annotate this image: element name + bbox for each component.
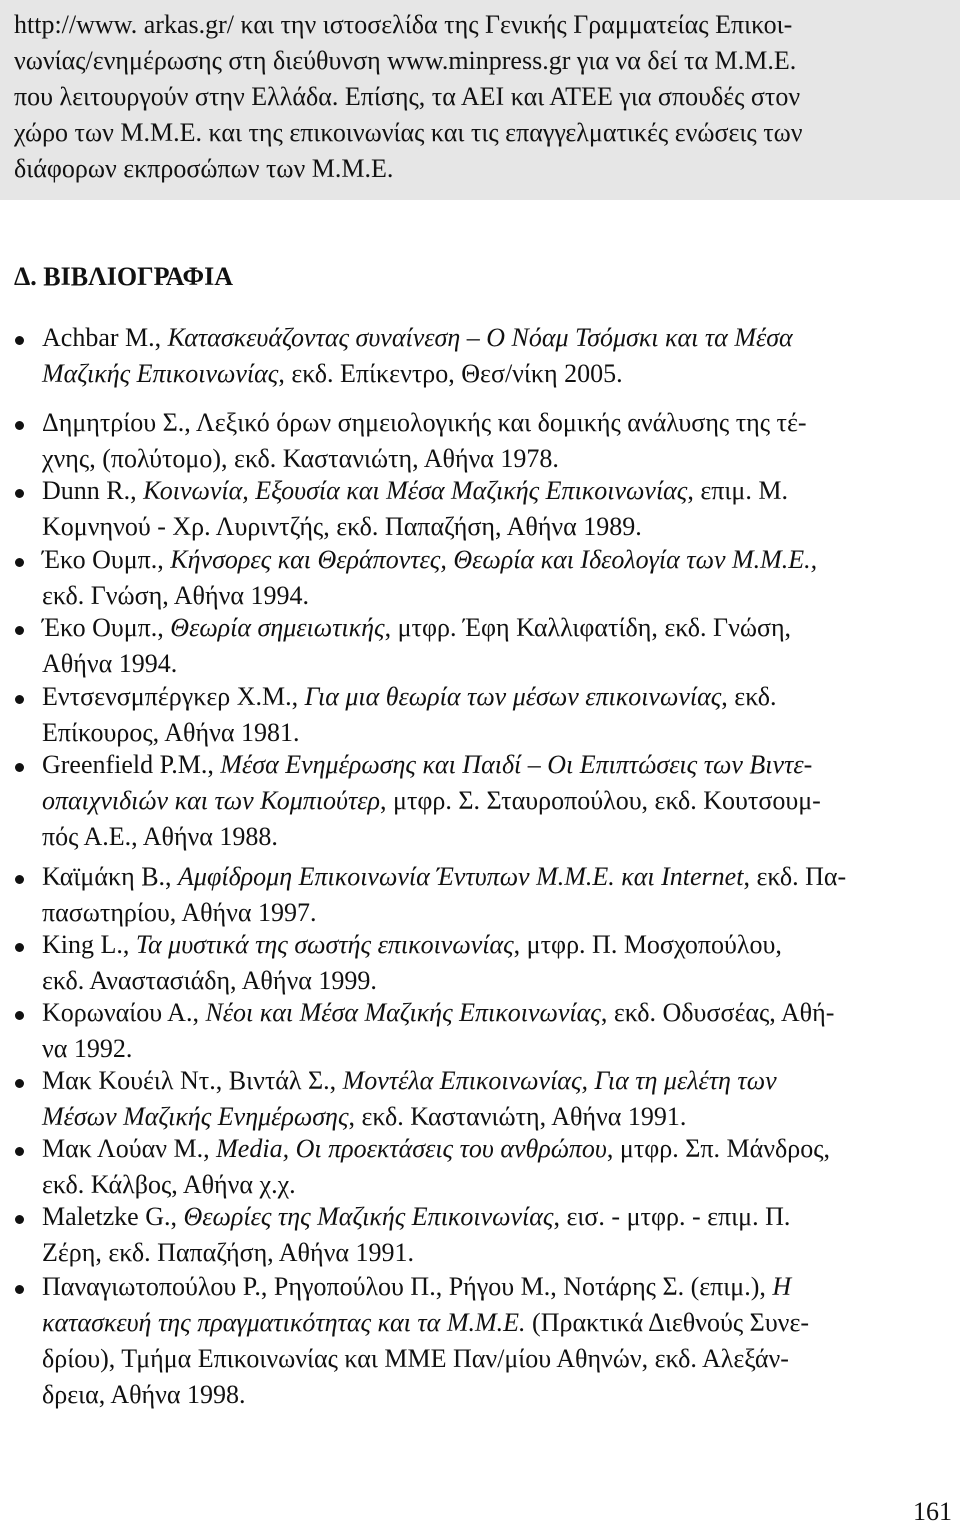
intro-box xyxy=(0,0,960,200)
intro-line: νωνίας/ενημέρωσης στη διεύθυνση www.minpress.gr για να δεί τα Μ.Μ.Ε. xyxy=(14,46,797,75)
entry-text: εκδ. Κάλβος, Αθήνα χ.χ. xyxy=(42,1170,296,1199)
bullet-icon xyxy=(15,421,24,430)
entry-text: δρίου), Τμήμα Επικοινωνίας και ΜΜΕ Παν/μίου Αθηνών, εκδ. Αλεξάν- xyxy=(42,1344,789,1373)
entry-text: , εκδ. Πα- xyxy=(743,862,847,891)
entry-title-italic: Μοντέλα Επικοινωνίας, Για τη μελέτη των xyxy=(342,1066,777,1095)
entry-title-italic: οπαιχνιδιών και των Κομπιούτερ xyxy=(42,786,380,815)
entry-line xyxy=(42,359,623,389)
entry-title-italic: Θεωρίες της Μαζικής Επικοινωνίας xyxy=(183,1202,554,1231)
entry-line xyxy=(42,682,777,712)
entry-text: χνης, (πολύτομο), εκδ. Καστανιώτη, Αθήνα 1978. xyxy=(42,444,559,473)
bullet-icon xyxy=(15,558,24,567)
entry-title-italic: Κήνσορες και Θεράποντες, Θεωρία και Ιδεολογία των Μ.Μ.Ε., xyxy=(170,545,818,574)
entry-text: , εκδ. xyxy=(721,682,777,711)
bullet-icon xyxy=(15,1011,24,1020)
entry-line xyxy=(42,750,812,780)
bullet-icon xyxy=(15,1215,24,1224)
entry-title-italic: Αμφίδρομη Επικοινωνία Έντυπων Μ.Μ.Ε. και Internet xyxy=(178,862,744,891)
entry-text: Παναγιωτοπούλου Ρ., Ρηγοπούλου Π., Ρήγου Μ., Νοτάρης Σ. (επιμ.), xyxy=(42,1272,773,1301)
entry-text: Έκο Ουμπ., xyxy=(42,545,171,574)
entry-text: Μακ Κουέιλ Ντ., Βιντάλ Σ., xyxy=(42,1066,343,1095)
bullet-icon xyxy=(15,626,24,635)
entry-line xyxy=(42,581,309,611)
entry-text: πασωτηρίου, Αθήνα 1997. xyxy=(42,898,317,927)
entry-text: εκδ. Γνώση, Αθήνα 1994. xyxy=(42,581,309,610)
entry-line xyxy=(42,323,793,353)
entry-line xyxy=(42,1034,132,1064)
section-title: Δ. ΒΙΒΛΙΟΓΡΑΦΙΑ xyxy=(14,262,234,291)
entry-line xyxy=(42,1344,789,1374)
entry-text: να 1992. xyxy=(42,1034,133,1063)
bullet-icon xyxy=(15,489,24,498)
entry-text: Αθήνα 1994. xyxy=(42,649,178,678)
entry-text: , εκδ. Καστανιώτη, Αθήνα 1991. xyxy=(348,1102,687,1131)
entry-text: , επιμ. Μ. xyxy=(687,476,788,505)
entry-line xyxy=(42,476,788,506)
entry-line xyxy=(42,613,791,643)
entry-text: Δημητρίου Σ., Λεξικό όρων σημειολογικής και δομικής ανάλυσης της τέ- xyxy=(42,408,807,437)
entry-title-italic: Κοινωνία, Εξουσία και Μέσα Μαζικής Επικοινωνίας xyxy=(143,476,688,505)
entry-text: Έκο Ουμπ., xyxy=(42,613,171,642)
entry-title-italic: Κατασκευάζοντας συναίνεση – Ο Νόαμ Τσόμσκι και τα Μέσα xyxy=(167,323,793,352)
entry-text: , μτφρ. Π. Μοσχοπούλου, xyxy=(513,930,782,959)
entry-line xyxy=(42,1272,791,1302)
entry-line xyxy=(42,786,821,816)
bullet-icon xyxy=(15,1147,24,1156)
page-number: 161 xyxy=(913,1497,952,1526)
entry-line xyxy=(42,1066,777,1096)
intro-line: που λειτουργούν στην Ελλάδα. Επίσης, τα ΑΕΙ και ΑΤΕΕ για σπουδές στον xyxy=(14,82,801,111)
entry-text: , εκδ. Επίκεντρο, Θεσ/νίκη 2005. xyxy=(278,359,623,388)
entry-text: (Πρακτικά Διεθνούς Συνε- xyxy=(525,1308,810,1337)
entry-line xyxy=(42,898,317,928)
entry-text: , μτφρ. Σ. Σταυροπούλου, εκδ. Κουτσουμ- xyxy=(380,786,821,815)
entry-title-italic: Νέοι και Μέσα Μαζικής Επικοινωνίας xyxy=(205,998,601,1027)
entry-title-italic: Μέσα Ενημέρωσης και Παιδί – Οι Επιπτώσεις των Βιντε- xyxy=(220,750,813,779)
bullet-icon xyxy=(15,763,24,772)
bullet-icon xyxy=(15,336,24,345)
entry-line xyxy=(42,1134,830,1164)
entry-title-italic: Μέσων Μαζικής Ενημέρωσης xyxy=(42,1102,349,1131)
entry-line xyxy=(42,1380,246,1410)
entry-text: Greenfield P.M., xyxy=(42,750,221,779)
entry-line xyxy=(42,1202,790,1232)
entry-text: Ζέρη, εκδ. Παπαζήση, Αθήνα 1991. xyxy=(42,1238,414,1267)
entry-line xyxy=(42,822,278,852)
entry-line xyxy=(42,718,299,748)
entry-line xyxy=(42,1238,414,1268)
entry-text: Dunn R., xyxy=(42,476,144,505)
entry-text: Μακ Λούαν Μ., xyxy=(42,1134,217,1163)
entry-title-italic: κατασκευή της πραγματικότητας και τα Μ.Μ.Ε. xyxy=(42,1308,526,1337)
entry-title-italic: Η xyxy=(772,1272,792,1301)
entry-line xyxy=(42,862,846,892)
entry-title-italic: Μαζικής Επικοινωνίας xyxy=(42,359,279,388)
entry-line xyxy=(42,1102,686,1132)
entry-line xyxy=(42,444,559,474)
entry-title-italic: Για μια θεωρία των μέσων επικοινωνίας xyxy=(304,682,722,711)
intro-line: χώρο των Μ.Μ.Ε. και της επικοινωνίας και τις επαγγελματικές ενώσεις των xyxy=(14,118,803,147)
entry-line xyxy=(42,649,177,679)
entry-text: , μτφρ. Σπ. Μάνδρος, xyxy=(606,1134,831,1163)
entry-line xyxy=(42,512,642,542)
entry-line xyxy=(42,966,377,996)
entry-text: Εντσενσμπέργκερ Χ.Μ., xyxy=(42,682,305,711)
entry-text: , εισ. - μτφρ. - επιμ. Π. xyxy=(553,1202,791,1231)
entry-text: Maletzke G., xyxy=(42,1202,184,1231)
entry-text: δρεια, Αθήνα 1998. xyxy=(42,1380,246,1409)
entry-line xyxy=(42,1170,296,1200)
entry-title-italic: Θεωρία σημειωτικής xyxy=(170,613,385,642)
intro-line: διάφορων εκπροσώπων των Μ.Μ.Ε. xyxy=(14,154,394,183)
entry-text: King L., xyxy=(42,930,136,959)
entry-line xyxy=(42,998,834,1028)
bullet-icon xyxy=(15,943,24,952)
entry-text: Επίκουρος, Αθήνα 1981. xyxy=(42,718,300,747)
bullet-icon xyxy=(15,695,24,704)
entry-text: , μτφρ. Έφη Καλλιφατίδη, εκδ. Γνώση, xyxy=(384,613,792,642)
entry-line xyxy=(42,930,782,960)
entry-text: Κομνηνού - Χρ. Λυριντζής, εκδ. Παπαζήση, Αθήνα 1989. xyxy=(42,512,642,541)
entry-text: , εκδ. Οδυσσέας, Αθή- xyxy=(600,998,835,1027)
entry-line xyxy=(42,545,817,575)
intro-line: http://www. arkas.gr/ και την ιστοσελίδα της Γενικής Γραμματείας Επικοι- xyxy=(14,10,793,39)
entry-text: Achbar M., xyxy=(42,323,168,352)
entry-line xyxy=(42,408,807,438)
entry-title-italic: Media, Οι προεκτάσεις του ανθρώπου xyxy=(216,1134,607,1163)
entry-text: πός Α.Ε., Αθήνα 1988. xyxy=(42,822,278,851)
entry-line xyxy=(42,1308,809,1338)
entry-text: Καϊμάκη Β., xyxy=(42,862,179,891)
entry-title-italic: Τα μυστικά της σωστής επικοινωνίας xyxy=(135,930,514,959)
entry-text: εκδ. Αναστασιάδη, Αθήνα 1999. xyxy=(42,966,377,995)
bullet-icon xyxy=(15,875,24,884)
bullet-icon xyxy=(15,1079,24,1088)
bullet-icon xyxy=(15,1285,24,1294)
entry-text: Κορωναίου Α., xyxy=(42,998,206,1027)
